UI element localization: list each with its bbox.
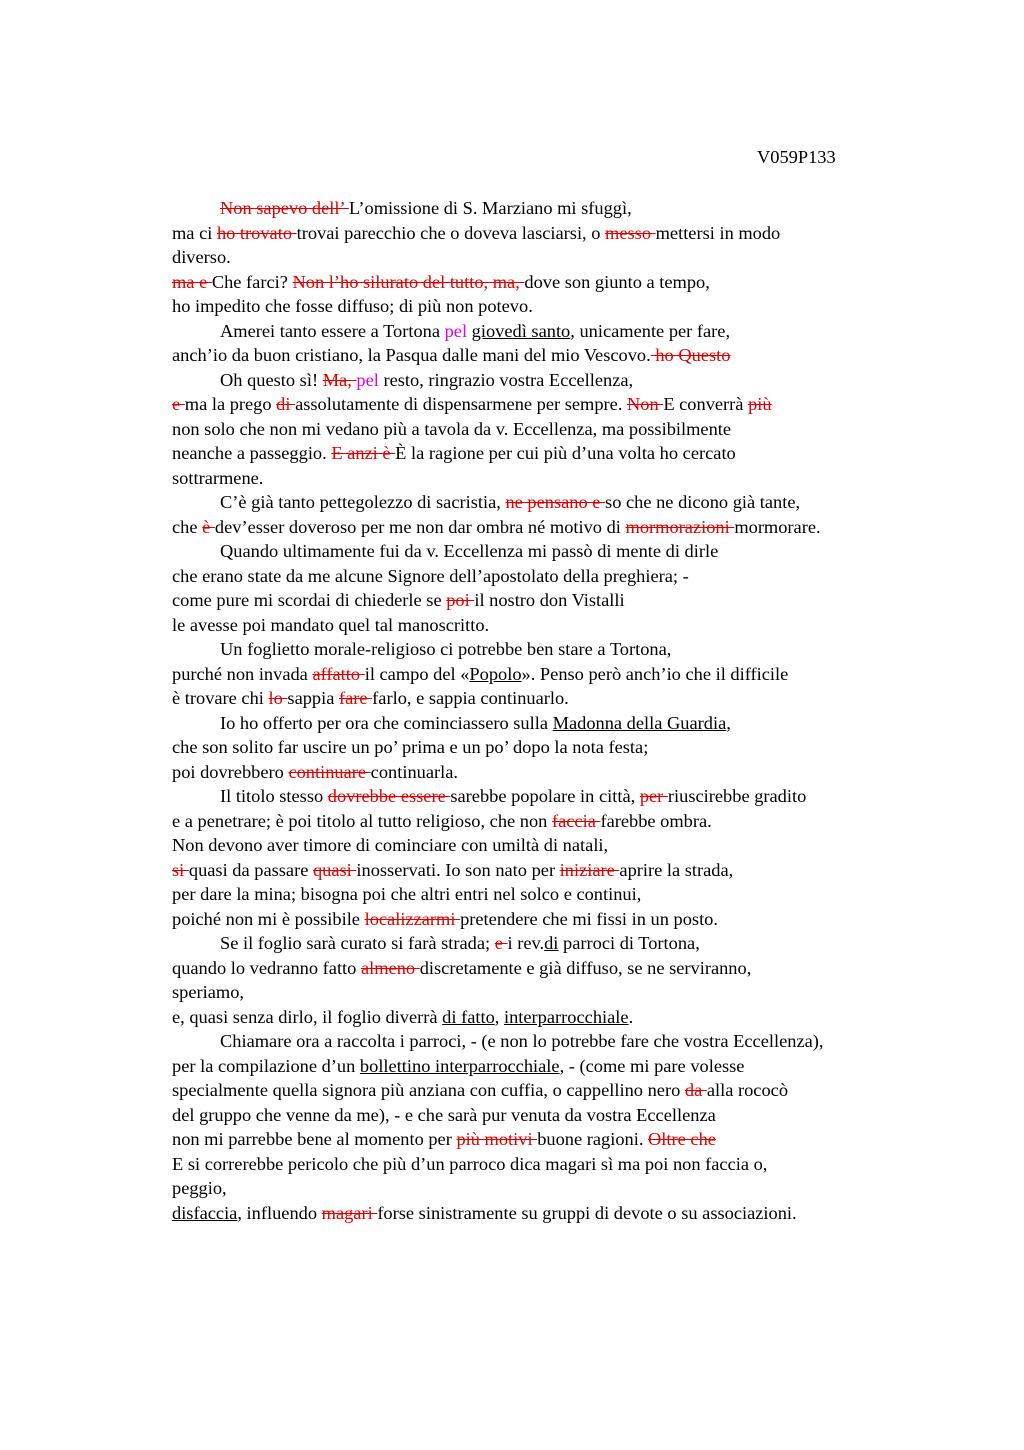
text-line — [172, 441, 932, 466]
text-line — [172, 466, 932, 491]
text-segment: pretendere che mi fissi in un posto. — [460, 908, 718, 929]
text-line — [172, 196, 932, 221]
text-segment: ». Penso però anch’io che il difficile — [521, 663, 789, 684]
text-line — [172, 1005, 932, 1030]
deleted-text: più motivi — [456, 1129, 538, 1149]
text-segment: Quando ultimamente fui da v. Eccellenza mi passò di mente di dirle — [220, 541, 719, 561]
text-segment: mettersi in modo — [655, 222, 781, 243]
deleted-text: messo — [605, 222, 656, 243]
text-segment: . — [628, 1006, 634, 1027]
text-segment: trovai parecchio che o doveva lasciarsi, o — [296, 222, 606, 243]
deleted-text: ho trovato — [216, 222, 297, 243]
text-segment: E converrà — [663, 394, 749, 414]
inserted-text: pel — [444, 320, 468, 341]
text-segment: che erano state da me alcune Signore dell’apostolato della preghiera; - — [172, 565, 689, 586]
deleted-text: quasi — [312, 859, 357, 880]
text-segment: , influendo — [237, 1202, 322, 1223]
text-segment: i rev. — [507, 933, 545, 953]
text-segment: inosservati. Io son nato per — [356, 859, 560, 880]
deleted-text: ma e — [172, 271, 212, 292]
underlined-text: bollettino interparrocchiale — [359, 1055, 560, 1076]
text-segment: assolutamente di dispensarmene per sempre. — [295, 394, 628, 414]
text-line — [172, 343, 932, 368]
text-line — [172, 931, 932, 956]
text-line — [172, 270, 932, 295]
text-segment: aprire la strada, — [619, 859, 734, 880]
text-segment: il nostro don Vistalli — [474, 590, 625, 610]
deleted-text: per — [639, 786, 668, 806]
underlined-text: Madonna della Guardia — [552, 712, 727, 733]
text-segment: e, quasi senza dirlo, il foglio diverrà — [172, 1006, 443, 1027]
text-segment: Io ho offerto per ora che cominciassero sulla — [220, 712, 553, 733]
text-segment: , — [726, 712, 731, 733]
text-segment: non mi parrebbe bene al momento per — [172, 1129, 457, 1149]
text-segment: parroci di Tortona, — [558, 933, 700, 953]
text-line — [172, 1176, 932, 1201]
text-segment: come pure mi scordai di chiederle se — [172, 590, 447, 610]
text-segment: peggio, — [172, 1178, 227, 1198]
underlined-text: giovedì santo — [471, 320, 571, 341]
underlined-text: interparrocchiale — [503, 1006, 629, 1027]
text-segment: è trovare chi — [172, 688, 269, 708]
text-segment: speriamo, — [172, 982, 245, 1002]
text-segment: L’omissione di S. Marziano mi sfuggì, — [348, 198, 632, 218]
deleted-text: di — [276, 394, 296, 414]
deleted-text: ne pensano e — [505, 492, 606, 512]
text-segment: che son solito far uscire un po’ prima e un po’ dopo la nota festa; — [172, 737, 649, 757]
deleted-text: e — [172, 394, 185, 414]
text-line — [172, 1078, 932, 1103]
text-segment: sappia — [287, 688, 339, 708]
text-segment: del gruppo che venne da me), - e che sarà pur venuta da vostra Eccellenza — [172, 1104, 716, 1125]
text-segment: Che farci? — [211, 271, 293, 292]
document-body — [172, 196, 932, 1225]
underlined-text: di fatto — [442, 1006, 495, 1027]
text-line — [172, 588, 932, 613]
deleted-text: fare — [339, 688, 373, 708]
deleted-text: affatto — [312, 663, 365, 684]
text-line — [172, 319, 932, 344]
text-line — [172, 907, 932, 932]
text-segment: , - (come mi pare volesse — [559, 1055, 745, 1076]
text-segment: E si correrebbe pericolo che più d’un parroco dica magari sì ma poi non faccia o, — [172, 1153, 768, 1174]
text-segment: dove son giunto a tempo, — [524, 271, 710, 292]
text-segment: , — [494, 1006, 504, 1027]
text-line — [172, 735, 932, 760]
text-line — [172, 833, 932, 858]
deleted-text: Ma, — [322, 369, 357, 390]
deleted-text: da — [684, 1080, 707, 1100]
deleted-text: magari — [321, 1202, 378, 1223]
text-line — [172, 711, 932, 736]
text-line — [172, 662, 932, 687]
text-segment: non solo che non mi vedano più a tavola da v. Eccellenza, ma possibilmente — [172, 418, 732, 439]
text-segment: il campo del « — [364, 663, 470, 684]
deleted-text: Oltre che — [648, 1129, 716, 1149]
text-segment: farebbe ombra. — [600, 810, 712, 831]
underlined-text: disfaccia — [172, 1202, 238, 1223]
deleted-text: Non l’ho silurato del tutto, ma, — [292, 271, 525, 292]
deleted-text: iniziare — [559, 859, 620, 880]
text-line — [172, 515, 932, 540]
text-segment: so che ne dicono già tante, — [605, 492, 801, 512]
text-segment: poi dovrebbero — [172, 761, 289, 782]
text-line — [172, 613, 932, 638]
text-line — [172, 1127, 932, 1152]
deleted-text: almeno — [360, 957, 420, 978]
text-segment: quando lo vedranno fatto — [172, 957, 361, 978]
text-segment: diverso. — [172, 247, 231, 267]
text-segment: mormorare. — [734, 516, 821, 537]
text-segment: neanche a passeggio. — [172, 443, 332, 463]
text-segment: e a penetrare; è poi titolo al tutto religioso, che non — [172, 810, 552, 831]
deleted-text: più — [748, 394, 772, 414]
text-segment: Se il foglio sarà curato si farà strada; — [220, 933, 495, 953]
text-segment: anch’io da buon cristiano, la Pasqua dalle mani del mio Vescovo. — [172, 345, 651, 365]
text-line — [172, 882, 932, 907]
text-segment: Amerei tanto essere a Tortona — [220, 320, 445, 341]
text-line — [172, 980, 932, 1005]
text-line — [172, 858, 932, 883]
text-line — [172, 1201, 932, 1226]
text-segment: specialmente quella signora più anziana con cuffia, o cappellino nero — [172, 1080, 685, 1100]
text-segment: Non devono aver timore di cominciare con umiltà di natali, — [172, 835, 609, 855]
deleted-text: localizzarmi — [364, 908, 461, 929]
text-line — [172, 392, 932, 417]
text-segment: alla rococò — [706, 1080, 789, 1100]
text-line — [172, 1054, 932, 1079]
text-segment: farlo, e sappia continuarlo. — [372, 688, 569, 708]
text-line — [172, 760, 932, 785]
deleted-text: dovrebbe essere — [327, 786, 451, 806]
text-line — [172, 539, 932, 564]
deleted-text: è — [202, 516, 215, 537]
text-segment: ma ci — [172, 222, 217, 243]
text-line — [172, 1152, 932, 1177]
text-segment: Oh questo sì! — [220, 369, 323, 390]
deleted-text: mormorazioni — [625, 516, 735, 537]
deleted-text: continuare — [288, 761, 371, 782]
text-segment: Un foglietto morale-religioso ci potrebbe ben stare a Tortona, — [220, 639, 672, 659]
text-segment: resto, ringrazio vostra Eccellenza, — [378, 369, 634, 390]
text-line — [172, 956, 932, 981]
text-segment: Chiamare ora a raccolta i parroci, - (e non lo potrebbe fare che vostra Eccellenza), — [220, 1031, 824, 1051]
text-segment: per la compilazione d’un — [172, 1055, 360, 1076]
inserted-text: pel — [356, 369, 379, 390]
text-segment: dev’esser doveroso per me non dar ombra né motivo di — [214, 516, 626, 537]
text-segment: , unicamente per fare, — [570, 320, 731, 341]
text-line — [172, 637, 932, 662]
text-line — [172, 368, 932, 393]
deleted-text: ho Questo — [650, 345, 731, 365]
text-segment: discretamente e già diffuso, se ne serviranno, — [419, 957, 752, 978]
text-segment: C’è già tanto pettegolezzo di sacristia, — [220, 492, 506, 512]
text-line — [172, 686, 932, 711]
text-segment: che — [172, 516, 203, 537]
text-segment: le avesse poi mandato quel tal manoscritto. — [172, 614, 490, 635]
deleted-text: e — [494, 933, 508, 953]
deleted-text: lo — [268, 688, 288, 708]
underlined-text: Popolo — [469, 663, 522, 684]
deleted-text: E anzi è — [331, 443, 396, 463]
text-line — [172, 417, 932, 442]
text-segment: sottrarmene. — [172, 467, 264, 488]
deleted-text: Non — [627, 394, 664, 414]
text-segment: buone ragioni. — [537, 1129, 649, 1149]
text-line — [172, 490, 932, 515]
text-line — [172, 784, 932, 809]
text-line — [172, 809, 932, 834]
text-segment: purché non invada — [172, 663, 313, 684]
text-segment: Il titolo stesso — [220, 786, 328, 806]
text-segment: per dare la mina; bisogna poi che altri entri nel solco e continui, — [172, 884, 642, 904]
text-segment: poiché non mi è possibile — [172, 908, 365, 929]
text-line — [172, 564, 932, 589]
text-segment: sarebbe popolare in città, — [450, 786, 640, 806]
text-line — [172, 1029, 932, 1054]
underlined-text: di — [544, 933, 559, 953]
text-segment: È la ragione per cui più d’una volta ho cercato — [395, 443, 736, 463]
text-segment: continuarla. — [370, 761, 458, 782]
deleted-text: si — [172, 859, 189, 880]
text-segment: ho impedito che fosse diffuso; di più non potevo. — [172, 296, 533, 316]
text-segment: quasi da passare — [188, 859, 313, 880]
text-line — [172, 294, 932, 319]
deleted-text: poi — [446, 590, 475, 610]
deleted-text: faccia — [551, 810, 601, 831]
document-code: V059P133 — [757, 147, 836, 167]
deleted-text: Non sapevo dell’ — [220, 198, 349, 218]
text-line — [172, 245, 932, 270]
text-segment: forse sinistramente su gruppi di devote o su associazioni. — [377, 1202, 797, 1223]
text-segment: ma la prego — [184, 394, 277, 414]
text-line — [172, 1103, 932, 1128]
text-segment: riuscirebbe gradito — [667, 786, 807, 806]
text-line — [172, 221, 932, 246]
